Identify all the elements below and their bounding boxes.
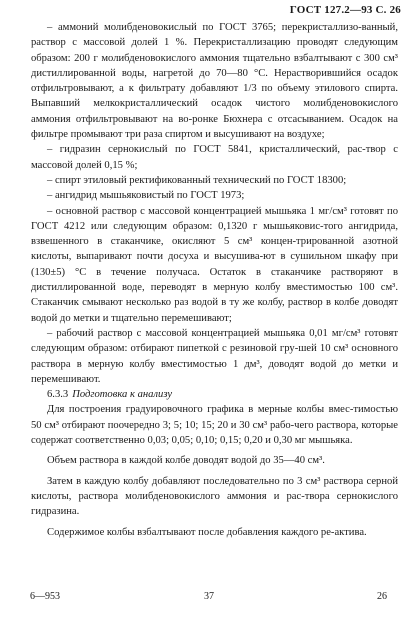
paragraph-ethanol: – спирт этиловый ректификованный технический по ГОСТ 18300; bbox=[47, 174, 347, 186]
footer-standard-page: 26 bbox=[377, 591, 387, 602]
paragraph-additions: Затем в каждую колбу добавляют последовательно по 3 см³ раствора серной кислоты, раствора молибденовокислого аммония и рас-твора сернокислого гидразина. bbox=[31, 475, 398, 518]
paragraph-shaking: Содержимое колбы взбалтывают после добавления каждого ре-актива. bbox=[47, 526, 367, 538]
section-number: 6.3.3 bbox=[47, 389, 69, 401]
paragraph-hydrazine: – гидразин сернокислый по ГОСТ 5841, кристаллический, рас-твор с массовой долей 0,15 %; bbox=[31, 144, 398, 171]
paragraph-calibration: Для построения градуировочного графика в мерные колбы вмес-тимостью 50 см³ отбирают поочередно 3; 5; 10; 15; 20 и 30 см³ рабо-чего раствора, которые содержат соответственно 0,03; 0,05; 0,10; 0,15; 0,20 и 0,30 мг мышьяка. bbox=[31, 404, 398, 447]
page-body bbox=[31, 20, 398, 540]
paragraph-working-solution: – рабочий раствор с массовой концентрацией мышьяка 0,01 мг/см³ готовят следующим образом: отбирают пипеткой с резиновой гру-шей 10 см³ основного раствора в мерную колбу вместимостью 1 дм³, доводят водой до метки и перемешивают. bbox=[31, 327, 398, 385]
paragraph-volume: Объем раствора в каждой колбе доводят водой до 35—40 см³. bbox=[47, 455, 325, 467]
paragraph-stock-solution: – основной раствор с массовой концентрацией мышьяка 1 мг/см³ готовят по ГОСТ 4212 или следующим образом: 0,1320 г мышьяковис-того ангидрида, взвешенного в стаканчике, окисляют 5 см³ концен-трированной азотной кислоты, выпаривают почти досуха и высушива-ют в сушильном шкафу при (130±5) °С в течение получаса. Остаток в стаканчике растворяют в дистиллированной воде, переводят в мерную колбу вместимостью 100 см³. Стаканчик смывают несколько раз водой в ту же колбу, раствор в колбе доводят водой до метки и тщательно перемешивают; bbox=[31, 205, 398, 324]
footer-print-code: 6—953 bbox=[30, 591, 60, 602]
paragraph-ammonium: – аммоний молибденовокислый по ГОСТ 3765; перекристаллизо-ванный, раствор с массовой долей 1 %. Перекристаллизацию проводят следующим образом: 200 г молибденовокислого аммония тщательно взбалтывают с 300 см³ дистиллированной воды, нагретой до 70—80 °С. Нерастворившийся осадок отфильтровывают, а к фильтрату добавляют 1/3 по объему этилового спирта. Выпавший мелкокристаллический осадок чистого молибденовокислого аммония отфильтровывают на во-ронке Бюхнера с отсасыванием. Осадок на фильтре промывают три раза спиртом и высушивают на воздухе; bbox=[31, 22, 398, 141]
page-header: ГОСТ 127.2—93 С. 26 bbox=[289, 4, 401, 16]
page-footer bbox=[0, 591, 419, 605]
section-title: Подготовка к анализу bbox=[72, 389, 173, 401]
section-heading bbox=[31, 387, 398, 402]
paragraph-arsenic-anhydride: – ангидрид мышьяковистый по ГОСТ 1973; bbox=[47, 190, 245, 202]
footer-page-number: 37 bbox=[204, 591, 214, 602]
